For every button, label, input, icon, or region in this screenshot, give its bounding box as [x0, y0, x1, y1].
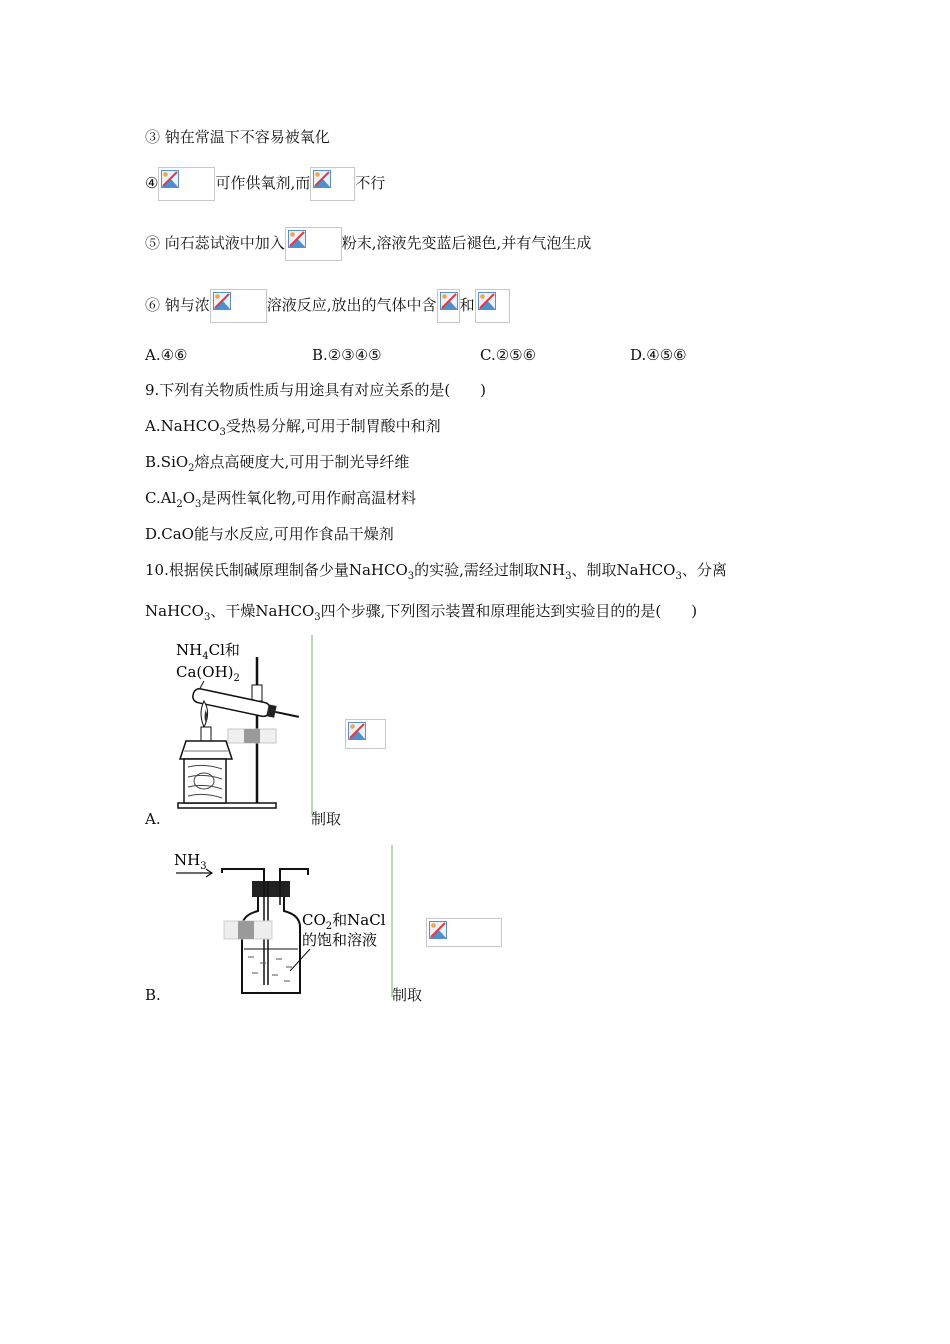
broken-image-icon — [313, 170, 331, 188]
q8-option-d: D.④⑤⑥ — [630, 346, 687, 364]
reagent-label-line-2: $Ca(OH)_2$ — [176, 663, 240, 684]
option-a-letter: A. — [145, 810, 161, 828]
formula-image-5 — [437, 289, 460, 323]
q8-option-a: A.④⑥ — [145, 346, 188, 364]
item-text: 可作供氧剂,而 — [215, 174, 311, 192]
formula-image-3 — [285, 227, 342, 261]
broken-image-icon — [429, 921, 447, 939]
item-text: 和 — [459, 296, 475, 314]
item-text: 不行 — [355, 174, 386, 192]
q8-item-6 — [145, 289, 510, 323]
q10-stem-line-1: 10.根据侯氏制碱原理制备少量NaHCO$_3$的实验,需经过制取$NH_3$、制取NaHCO$_3$、分离 — [145, 561, 727, 582]
q9-option-b: B.SiO$_2$熔点高硬度大,可用于制光导纤维 — [145, 453, 410, 474]
option-b-caption: 制取 — [392, 986, 423, 1004]
formula-image-6 — [475, 289, 510, 323]
option-a-formula-image — [345, 719, 386, 749]
q8-item-4 — [145, 167, 385, 201]
broken-image-icon — [213, 292, 231, 310]
broken-image-icon — [440, 292, 458, 310]
formula-image-2 — [310, 167, 355, 201]
formula-image-4 — [210, 289, 267, 323]
formula-image-1 — [158, 167, 215, 201]
option-a-apparatus-figure — [168, 635, 314, 815]
broken-image-icon — [478, 292, 496, 310]
broken-image-icon — [161, 170, 179, 188]
broken-image-icon — [348, 722, 366, 740]
option-a-caption: 制取 — [311, 810, 342, 828]
q8-item-5 — [145, 227, 591, 261]
item-text: 粉末,溶液先变蓝后褪色,并有气泡生成 — [341, 234, 592, 252]
item-number: ④ — [145, 174, 159, 192]
option-b-letter: B. — [145, 986, 161, 1004]
item-text: 溶液反应,放出的气体中含 — [266, 296, 437, 314]
q8-option-b: B.②③④⑤ — [312, 346, 382, 364]
q8-option-c: C.②⑤⑥ — [480, 346, 537, 364]
solution-label-line-2: 的饱和溶液 — [302, 931, 378, 949]
option-b-formula-image — [426, 918, 502, 947]
item-text: ⑥ 钠与浓 — [145, 296, 210, 314]
q8-item-3 — [145, 126, 330, 148]
item-text: ⑤ 向石蕊试液中加入 — [145, 234, 285, 252]
item-text: ③ 钠在常温下不容易被氧化 — [145, 128, 330, 146]
option-b-apparatus-figure — [168, 845, 394, 997]
q9-option-a: A.NaHCO$_3$受热易分解,可用于制胃酸中和剂 — [145, 417, 441, 438]
gas-label: $NH_3$ — [174, 851, 207, 872]
q9-option-d: D.CaO能与水反应,可用作食品干燥剂 — [145, 525, 394, 543]
broken-image-icon — [288, 230, 306, 248]
q10-stem-line-2: NaHCO$_3$、干燥NaHCO$_3$四个步骤,下列图示装置和原理能达到实验目的的是( ) — [145, 602, 698, 623]
solution-label-line-1: $CO_2$和NaCl — [302, 911, 386, 932]
reagent-label-line-1: $NH_4Cl$和 — [176, 641, 240, 662]
q9-option-c: $C.Al_2O_3$是两性氧化物,可用作耐高温材料 — [145, 489, 417, 510]
q9-stem: 9.下列有关物质性质与用途具有对应关系的是( ) — [145, 381, 487, 399]
